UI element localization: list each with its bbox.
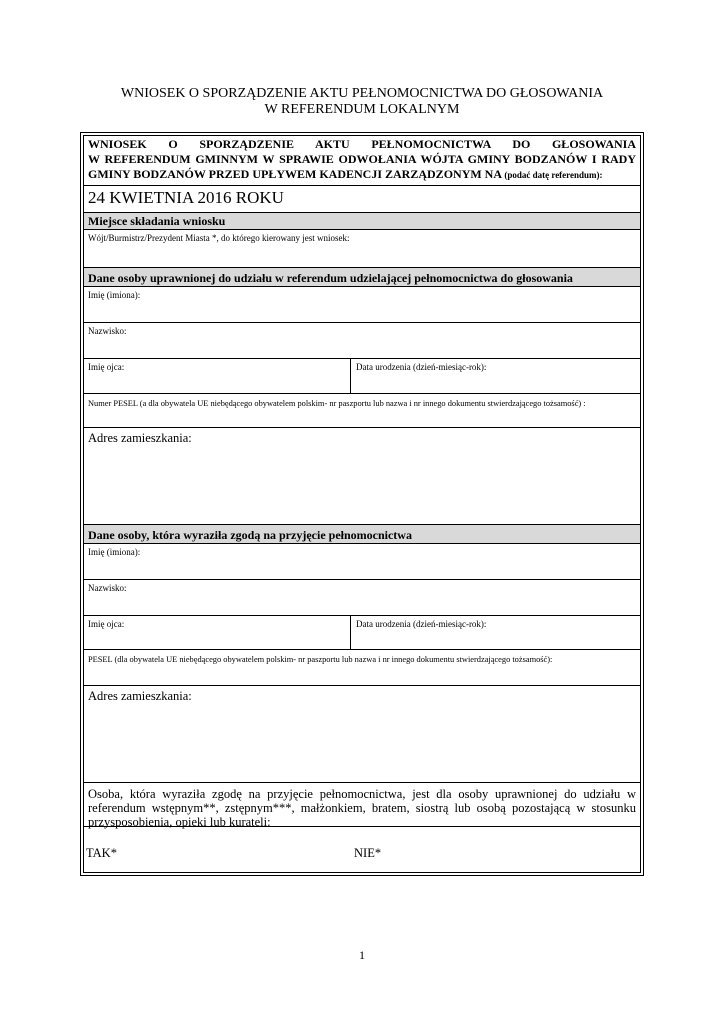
grantor-pesel-label: Numer PESEL (a dla obywatela UE niebędącego obywatelem polskim- nr paszportu lub nazwa i nr innego dokumentu stwierdzającego tożsamość) : — [88, 399, 586, 408]
column-divider — [350, 359, 351, 393]
form-header — [84, 136, 640, 186]
form-inner — [83, 135, 641, 873]
relationship-statement: Osoba, która wyraziła zgodę na przyjęcie pełnomocnictwa, jest dla osoby uprawnionej do udziału w referendum wstępnym**, zstępnym***, małżonkiem, bratem, siostrą lub osobą pozostającą w stosunku przysposobienia, opieki lub kurateli: — [88, 787, 636, 829]
document-title — [0, 86, 724, 118]
document-title-line1: WNIOSEK O SPORZĄDZENIE AKTU PEŁNOMOCNICTWA DO GŁOSOWANIA — [120, 86, 604, 101]
document-title-line2: W REFERENDUM LOKALNYM — [264, 102, 460, 117]
grantor-address-field[interactable] — [84, 428, 640, 525]
proxy-first-name-label: Imię (imiona): — [88, 547, 141, 557]
proxy-first-name-field[interactable] — [84, 544, 640, 580]
place-section-heading: Miejsce składania wniosku — [88, 214, 226, 228]
proxy-pesel-field[interactable] — [84, 650, 640, 686]
answer-yes[interactable]: TAK* — [86, 846, 117, 860]
grantor-father-birth-row — [84, 359, 640, 394]
authority-field[interactable] — [84, 230, 640, 268]
grantor-birth-date-label[interactable]: Data urodzenia (dzień-miesiąc-rok): — [356, 362, 487, 372]
relationship-statement-row — [84, 783, 640, 827]
grantor-section-heading: Dane osoby uprawnionej do udziału w referendum udzielającej pełnomocnictwa do głosowania — [88, 271, 573, 285]
grantor-address-label: Adres zamieszkania: — [88, 431, 192, 445]
grantor-first-name-field[interactable] — [84, 287, 640, 323]
proxy-section-heading-row — [84, 525, 640, 544]
grantor-section-heading-row — [84, 268, 640, 287]
column-divider — [350, 616, 351, 649]
form-header-line3: GMINY BODZANÓW PRZED UPŁYWEM KADENCJI ZARZĄDZONYM NA — [88, 167, 502, 181]
proxy-address-label: Adres zamieszkania: — [88, 689, 192, 703]
form-frame — [80, 132, 644, 876]
proxy-last-name-label: Nazwisko: — [88, 583, 127, 593]
page-number: 1 — [359, 948, 365, 962]
answer-no[interactable]: NIE* — [354, 846, 382, 860]
place-section-heading-row — [84, 213, 640, 230]
form-header-line2: W REFERENDUM GMINNYM W SPRAWIE ODWOŁANIA WÓJTA GMINY BODZANÓW I RADY — [88, 152, 636, 166]
grantor-last-name-label: Nazwisko: — [88, 326, 127, 336]
referendum-date-row — [84, 186, 640, 213]
grantor-father-name-label[interactable]: Imię ojca: — [88, 362, 125, 372]
form-header-line1: WNIOSEK O SPORZĄDZENIE AKTU PEŁNOMOCNICTWA DO GŁOSOWANIA — [88, 137, 636, 151]
authority-field-label: Wójt/Burmistrz/Prezydent Miasta *, do którego kierowany jest wniosek: — [88, 233, 350, 243]
proxy-father-birth-row — [84, 616, 640, 650]
proxy-pesel-label: PESEL (dla obywatela UE niebędącego obywatelem polskim- nr paszportu lub nazwa i nr innego dokumentu stwierdzającego tożsamość): — [88, 655, 553, 664]
grantor-first-name-label: Imię (imiona): — [88, 290, 141, 300]
form-header-note: (podać datę referendum): — [504, 170, 603, 180]
grantor-last-name-field[interactable] — [84, 323, 640, 359]
proxy-section-heading: Dane osoby, która wyraziła zgodą na przyjęcie pełnomocnictwa — [88, 528, 412, 542]
referendum-date: 24 KWIETNIA 2016 ROKU — [88, 188, 284, 207]
grantor-pesel-field[interactable] — [84, 394, 640, 428]
proxy-address-field[interactable] — [84, 686, 640, 783]
proxy-father-name-label[interactable]: Imię ojca: — [88, 619, 125, 629]
proxy-last-name-field[interactable] — [84, 580, 640, 616]
proxy-birth-date-label[interactable]: Data urodzenia (dzień-miesiąc-rok): — [356, 619, 487, 629]
